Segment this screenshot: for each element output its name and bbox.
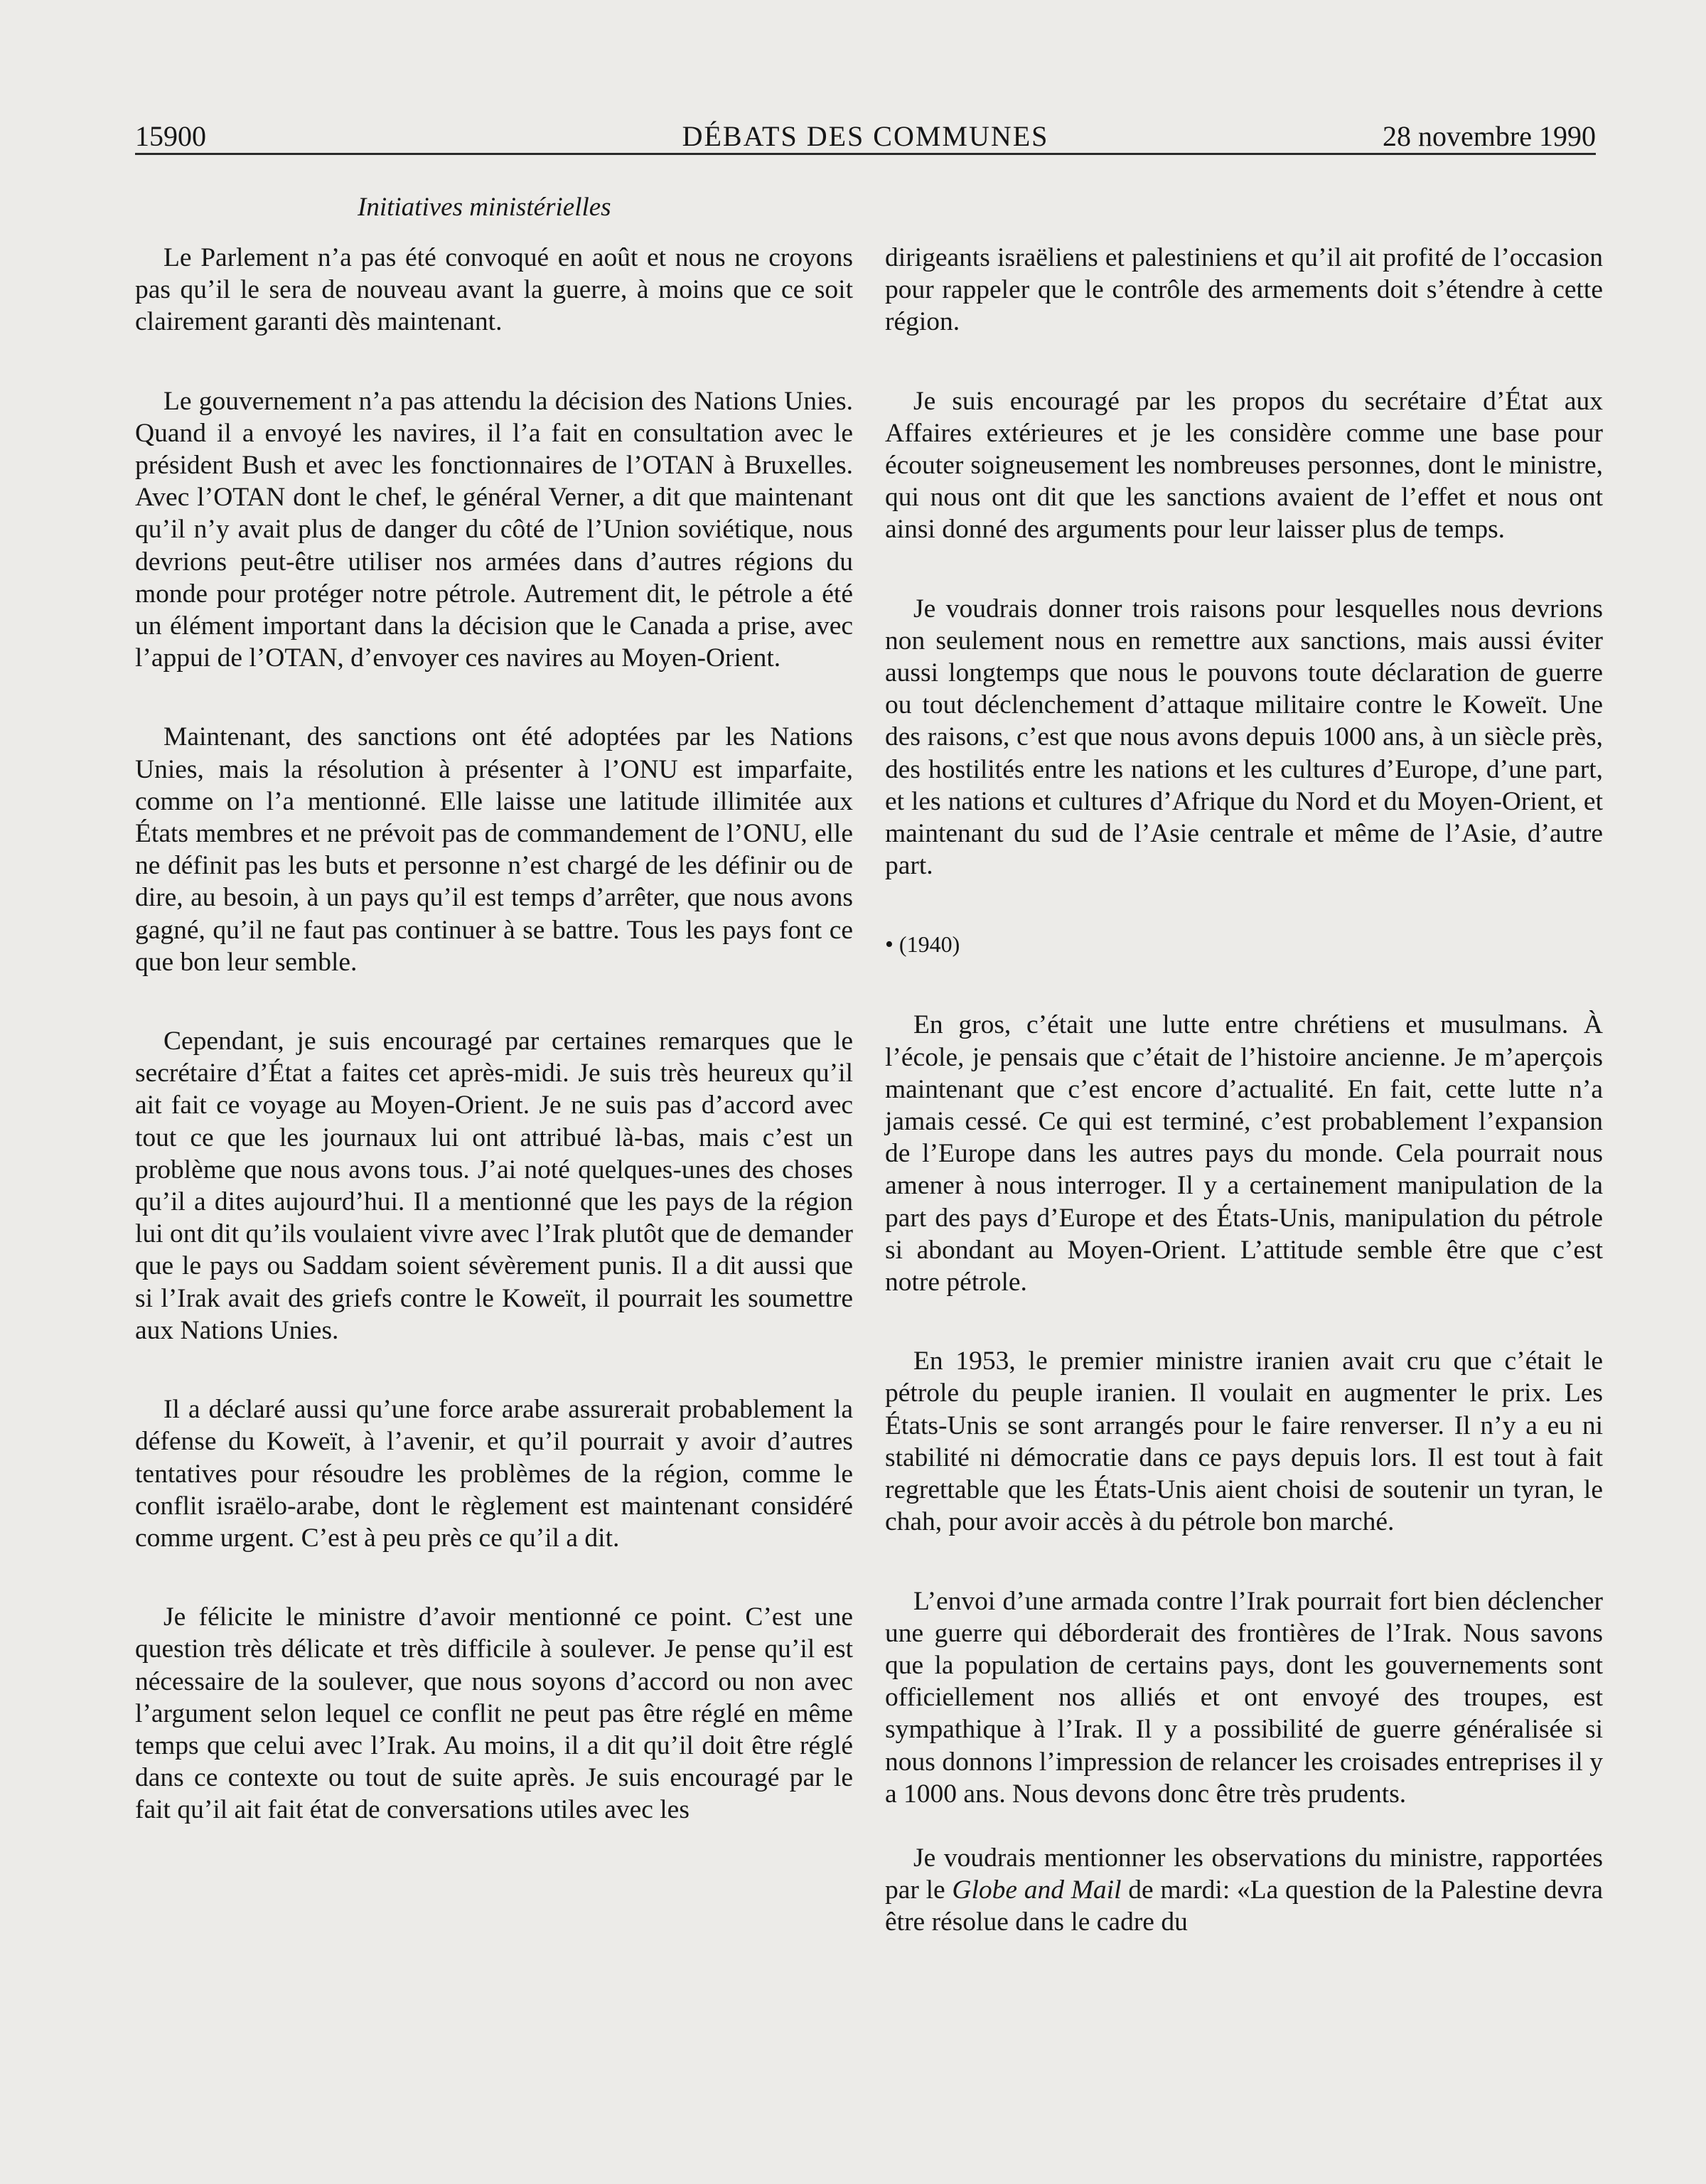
paragraph-last-start: Je voudrais mentionner les observations du ministre, rapportées par le [885, 1843, 1603, 1905]
paragraph: En gros, c’était une lutte entre chrétiens et musulmans. À l’école, je pensais que c’était de l’histoire ancienne. Je m’aperçois maintenant que c’est encore d’actualité. En fait, cette lutte n’a jamais cessé. Ce qui est terminé, c’est probablement l’expansion de l’Europe dans les autres pays du monde. Cela pourrait nous amener à nous interroger. Il y a certainement manipulation de la part des pays d’Europe et des États-Unis, manipulation du pétrole si abondant au Moyen-Orient. L’attitude semble être que c’est notre pétrole. [885, 1010, 1603, 1297]
paragraph-last [885, 1842, 1603, 1939]
publication-title: DÉBATS DES COMMUNES [682, 120, 1049, 152]
paragraph: Je voudrais donner trois raisons pour lesquelles nous devrions non seulement nous en remettre aux sanctions, mais aussi éviter aussi longtemps que nous le pouvons toute déclaration de guerre ou tout déclenchement d’attaque militaire contre le Koweït. Une des raisons, c’est que nous avons depuis 1000 ans, à un siècle près, des hostilités entre les nations et les cultures d’Europe, d’une part, et les nations et cultures d’Afrique du Nord et du Moyen-Orient, et maintenant du sud de l’Asie centrale et même de l’Asie, d’autre part. [885, 594, 1603, 881]
paragraph: Je suis encouragé par les propos du secrétaire d’État aux Affaires extérieures et je les considère comme une base pour écouter soigneusement les nombreuses personnes, dont le ministre, qui nous ont dit que les sanctions avaient de l’effet et nous ont ainsi donné des arguments pour leur laisser plus de temps. [885, 386, 1603, 545]
header-rule [135, 153, 1596, 155]
paragraph: Cependant, je suis encouragé par certaines remarques que le secrétaire d’État a faites cet après-midi. Je suis très heureux qu’il ait fait ce voyage au Moyen-Orient. Je ne suis pas d’accord avec tout ce que les journaux lui ont attribué là-bas, mais c’est un problème que nous avons tous. J’ai noté quelques-unes des choses qu’il a dites aujourd’hui. Il a mentionné que les pays de la région lui ont dit qu’ils voulaient vivre avec l’Irak plutôt que de demander que le pays ou Saddam soient sévèrement punis. Il a dit aussi que si l’Irak avait des griefs contre le Koweït, il pourrait les soumettre aux Nations Unies. [135, 1027, 853, 1345]
page-header [135, 114, 1596, 158]
paragraph: Je félicite le ministre d’avoir mentionné ce point. C’est une question très délicate et très difficile à soulever. Je pense qu’il est nécessaire de la soulever, que nous soyons d’accord ou non avec l’argument selon lequel ce conflit ne peut pas être réglé en même temps que celui avec l’Irak. Au moins, il a dit qu’il doit être réglé dans ce contexte ou tout de suite après. Je suis encouragé par le fait qu’il ait fait état de conversations utiles avec les [135, 1602, 853, 1825]
page-number: 15900 [135, 120, 206, 152]
paragraph: En 1953, le premier ministre iranien avait cru que c’était le pétrole du peuple iranien. Il voulait en augmenter le prix. Les États-Unis se sont arrangés pour le faire renverser. Il n’y a eu ni stabilité ni démocratie dans ce pays depuis lors. Il est tout à fait regrettable que les États-Unis aient choisi de soutenir un tyran, le chah, pour avoir accès à du pétrole bon marché. [885, 1347, 1603, 1537]
newspaper-title: Globe and Mail [952, 1875, 1122, 1905]
paragraph: L’envoi d’une armada contre l’Irak pourrait fort bien déclencher une guerre qui déborderait des frontières de l’Irak. Nous savons que la population de certains pays, dont les gouvernements sont officiellement nos alliés et ont envoyé des troupes, est sympathique à l’Irak. Il y a possibilité de guerre généralisée si nous donnons l’impression de relancer les croisades entreprises il y a 1000 ans. Nous devons donc être très prudents. [885, 1586, 1603, 1809]
paragraph: Le gouvernement n’a pas attendu la décision des Nations Unies. Quand il a envoyé les navires, il l’a fait en consultation avec le président Bush et avec les fonctionnaires de l’OTAN à Bruxelles. Avec l’OTAN dont le chef, le général Verner, a dit que maintenant qu’il n’y avait plus de danger du côté de l’Union soviétique, nous devrions peut-être utiliser nos armées dans d’autres régions du monde pour protéger notre pétrole. Autrement dit, le pétrole a été un élément important dans la décision que le Canada a prise, avec l’appui de l’OTAN, d’envoyer ces navires au Moyen-Orient. [135, 386, 853, 673]
paragraph: Le Parlement n’a pas été convoqué en août et nous ne croyons pas qu’il le sera de nouveau avant la guerre, à moins que ce soit clairement garanti dès maintenant. [135, 243, 853, 337]
right-column [885, 242, 1603, 1986]
header-date: 28 novembre 1990 [1383, 120, 1596, 152]
paragraph-last-end: de mardi: «La question de la Palestine devra être résolue dans le cadre du [885, 1875, 1603, 1937]
time-marker-text: (1940) [898, 931, 960, 958]
bullet-icon: • [885, 931, 894, 958]
left-column [135, 242, 853, 1873]
paragraph: Il a déclaré aussi qu’une force arabe assurerait probablement la défense du Koweït, à l’avenir, et qu’il pourrait y avoir d’autres tentatives pour résoudre les problèmes de la région, comme le conflit israëlo-arabe, dont le règlement est maintenant considéré comme urgent. C’est à peu près ce qu’il a dit. [135, 1395, 853, 1553]
paragraph: Maintenant, des sanctions ont été adoptées par les Nations Unies, mais la résolution à présenter à l’ONU est imparfaite, comme on l’a mentionné. Elle laisse une latitude illimitée aux États membres et ne prévoit pas de commandement de l’ONU, elle ne définit pas les buts et personne n’est chargé de les définir ou de dire, au besoin, à un pays qu’il est temps d’arrêter, que nous avons gagné, qu’il ne faut pas continuer à se battre. Tous les pays font ce que bon leur semble. [135, 722, 853, 977]
time-marker [885, 928, 1603, 960]
section-title: Initiatives ministérielles [358, 193, 611, 222]
paragraph: dirigeants israëliens et palestiniens et qu’il ait profité de l’occasion pour rappeler que le contrôle des armements doit s’étendre à cette région. [885, 243, 1603, 337]
